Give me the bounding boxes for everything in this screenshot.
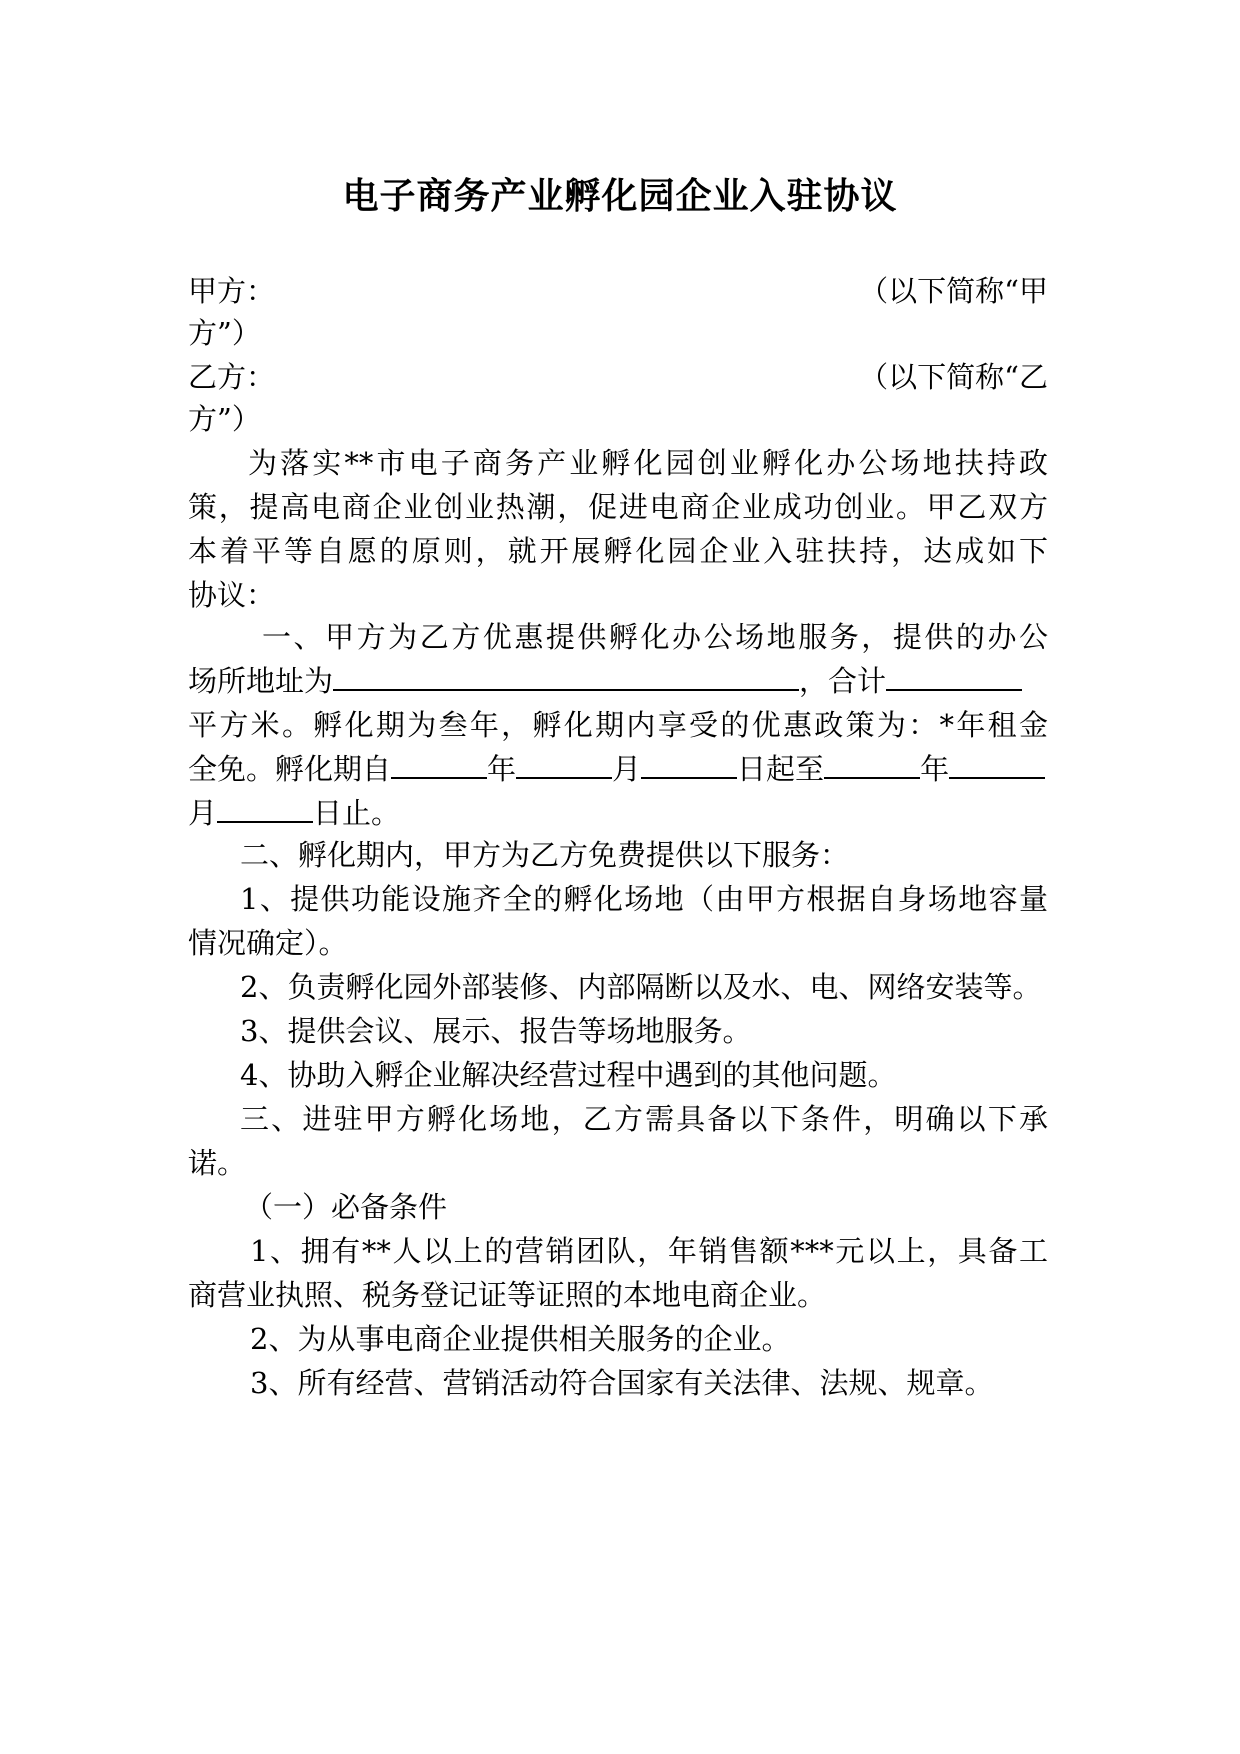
month-label: 月 [188, 796, 218, 830]
clause1-line-3: 平方米。孵化期为叁年，孵化期内享受的优惠政策为：*年租金 [188, 708, 1048, 742]
clause3-heading-line2: 诺。 [188, 1146, 247, 1180]
clause1-line-1: 一、甲方为乙方优惠提供孵化办公场地服务，提供的办公 [262, 620, 1048, 654]
address-label: 场所地址为 [188, 664, 334, 698]
intro-line-4: 协议： [188, 578, 276, 612]
clause3-subheading: （一）必备条件 [244, 1190, 448, 1224]
start-year-blank[interactable] [391, 747, 487, 779]
intro-line-1: 为落实**市电子商务产业孵化园创业孵化办公场地扶持政 [248, 446, 1048, 480]
party-a-label: 甲方： [188, 274, 276, 308]
day-to-label: 日起至 [737, 752, 825, 786]
party-a-line [188, 268, 1048, 314]
clause2-item4: 4、协助入孵企业解决经营过程中遇到的其他问题。 [240, 1058, 897, 1092]
month-label: 月 [612, 752, 642, 786]
end-month-blank[interactable] [949, 747, 1045, 779]
area-blank[interactable] [886, 659, 1022, 691]
party-a-note: （以下简称“甲 [859, 274, 1048, 308]
year-label: 年 [487, 752, 517, 786]
clause2-heading: 二、孵化期内，甲方为乙方免费提供以下服务： [240, 838, 850, 872]
end-year-blank[interactable] [824, 747, 920, 779]
clause3-req1-line2: 商营业执照、税务登记证等证照的本地电商企业。 [188, 1278, 827, 1312]
party-b-note-cont: 方”） [188, 402, 261, 436]
year-label: 年 [920, 752, 950, 786]
clause2-item2: 2、负责孵化园外部装修、内部隔断以及水、电、网络安装等。 [240, 970, 1042, 1004]
day-end-label: 日止。 [313, 796, 401, 830]
period-from-label: 全免。孵化期自 [188, 752, 392, 786]
clause1-line-5 [188, 790, 1048, 836]
start-day-blank[interactable] [641, 747, 737, 779]
intro-line-2: 策，提高电商企业创业热潮，促进电商企业成功创业。甲乙双方 [188, 490, 1048, 524]
total-label: ，合计 [799, 664, 887, 698]
clause3-req1-line1: 1、拥有**人以上的营销团队，年销售额***元以上，具备工 [250, 1234, 1048, 1268]
intro-line-3: 本着平等自愿的原则，就开展孵化园企业入驻扶持，达成如下 [188, 534, 1048, 568]
clause3-heading-line1: 三、进驻甲方孵化场地，乙方需具备以下条件，明确以下承 [240, 1102, 1048, 1136]
start-month-blank[interactable] [516, 747, 612, 779]
party-b-note: （以下简称“乙 [859, 360, 1048, 394]
clause2-item1-line1: 1、提供功能设施齐全的孵化场地（由甲方根据自身场地容量 [240, 882, 1048, 916]
address-blank[interactable] [333, 659, 799, 691]
clause3-req3: 3、所有经营、营销活动符合国家有关法律、法规、规章。 [250, 1366, 994, 1400]
document-title: 电子商务产业孵化园企业入驻协议 [342, 176, 898, 217]
party-b-line [188, 354, 1048, 400]
clause1-line-2 [188, 658, 1048, 704]
party-a-note-cont: 方”） [188, 316, 261, 350]
party-b-label: 乙方： [188, 360, 276, 394]
clause1-line-4 [188, 746, 1048, 792]
clause3-req2: 2、为从事电商企业提供相关服务的企业。 [250, 1322, 791, 1356]
end-day-blank[interactable] [217, 791, 313, 823]
clause2-item1-line2: 情况确定）。 [188, 926, 348, 960]
clause2-item3: 3、提供会议、展示、报告等场地服务。 [240, 1014, 752, 1048]
